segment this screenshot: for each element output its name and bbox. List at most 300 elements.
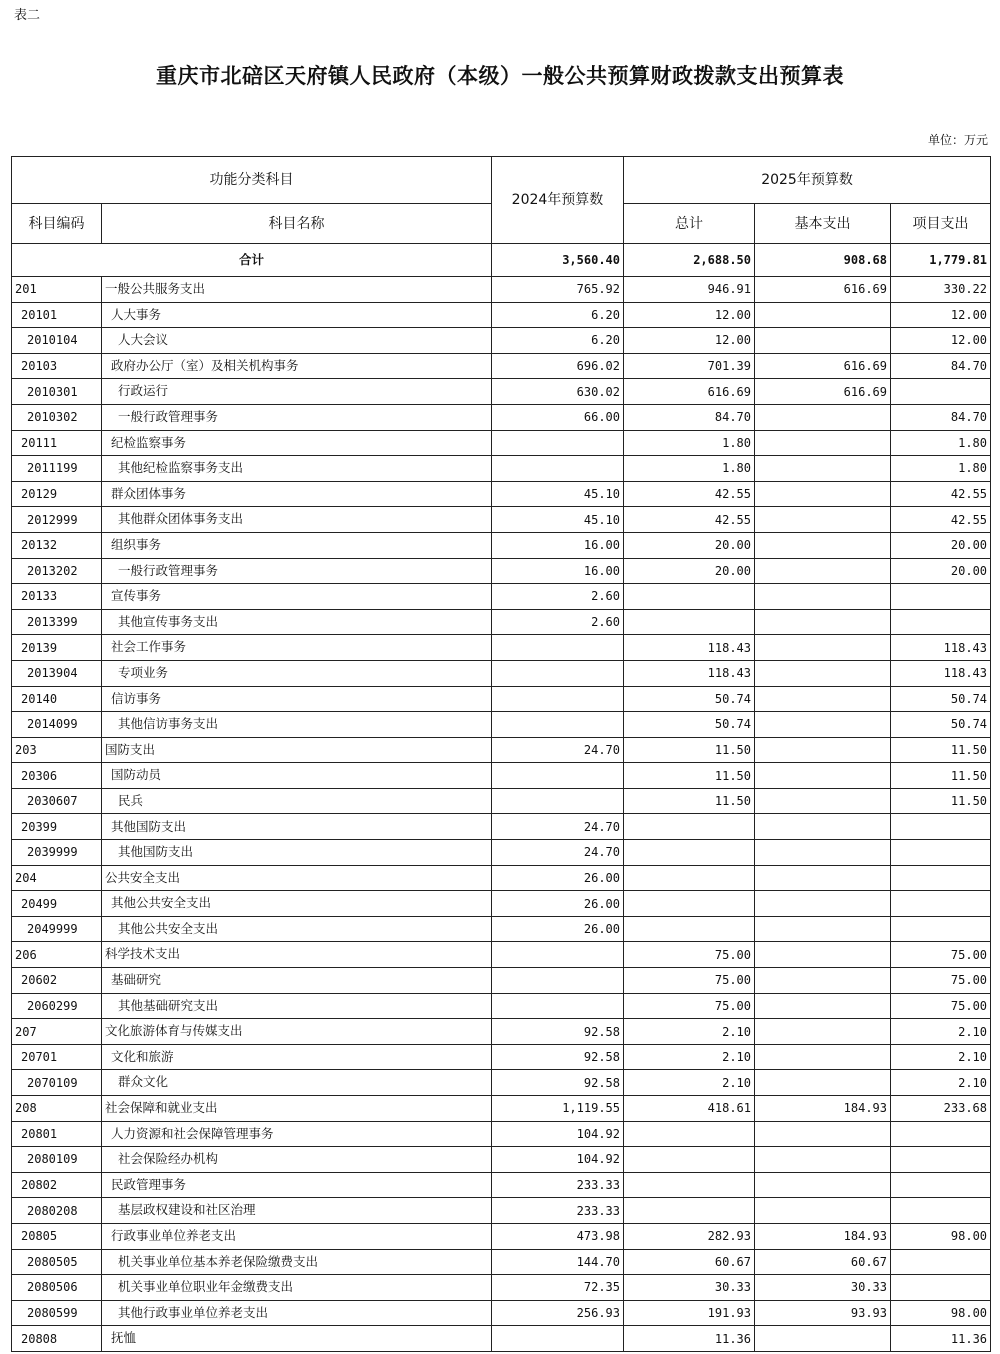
row-basic: 93.93 [755,1300,891,1326]
row-basic [755,737,891,763]
row-code: 2060299 [12,993,102,1019]
row-name: 其他纪检监察事务支出 [102,456,492,482]
row-project: 118.43 [891,660,991,686]
row-total [624,865,755,891]
row-name: 民兵 [102,788,492,814]
row-total: 946.91 [624,277,755,303]
row-basic [755,456,891,482]
row-basic [755,404,891,430]
row-b2024: 16.00 [492,532,624,558]
row-total: 20.00 [624,532,755,558]
row-project: 75.00 [891,968,991,994]
row-basic [755,507,891,533]
row-name: 人大事务 [102,302,492,328]
row-code: 20802 [12,1172,102,1198]
table-row [12,840,991,866]
row-basic: 616.69 [755,353,891,379]
table-row [12,328,991,354]
row-total: 30.33 [624,1275,755,1301]
row-code: 2013202 [12,558,102,584]
row-project: 2.10 [891,1044,991,1070]
row-b2024: 45.10 [492,481,624,507]
row-b2024: 24.70 [492,737,624,763]
row-basic [755,1121,891,1147]
row-code: 20808 [12,1326,102,1352]
row-name: 国防支出 [102,737,492,763]
row-code: 20499 [12,891,102,917]
row-b2024 [492,430,624,456]
row-code: 20701 [12,1044,102,1070]
table-row [12,1070,991,1096]
row-total: 1.80 [624,456,755,482]
row-basic [755,1198,891,1224]
row-name: 其他宣传事务支出 [102,609,492,635]
table-row [12,277,991,303]
row-code: 20132 [12,532,102,558]
row-basic [755,1044,891,1070]
row-project: 2.10 [891,1019,991,1045]
row-code: 201 [12,277,102,303]
row-basic [755,302,891,328]
row-code: 20111 [12,430,102,456]
row-project: 20.00 [891,558,991,584]
row-total: 12.00 [624,328,755,354]
row-name: 组织事务 [102,532,492,558]
table-row [12,1198,991,1224]
row-code: 2013399 [12,609,102,635]
row-total: 2.10 [624,1019,755,1045]
row-project [891,1172,991,1198]
table-row [12,763,991,789]
header-basic: 基本支出 [755,204,891,244]
row-total: 616.69 [624,379,755,405]
row-project [891,1275,991,1301]
table-row [12,430,991,456]
row-name: 信访事务 [102,686,492,712]
row-name: 社会保障和就业支出 [102,1096,492,1122]
row-code: 2012999 [12,507,102,533]
row-code: 20602 [12,968,102,994]
row-name: 一般行政管理事务 [102,404,492,430]
row-name: 基础研究 [102,968,492,994]
header-func-class: 功能分类科目 [12,157,492,204]
table-row [12,532,991,558]
row-basic [755,968,891,994]
row-project: 42.55 [891,481,991,507]
table-row [12,456,991,482]
row-total [624,1172,755,1198]
row-project [891,379,991,405]
row-name: 国防动员 [102,763,492,789]
row-project: 98.00 [891,1223,991,1249]
row-b2024 [492,686,624,712]
row-code: 20399 [12,814,102,840]
table-row [12,891,991,917]
row-name: 其他基础研究支出 [102,993,492,1019]
row-b2024 [492,660,624,686]
row-b2024: 24.70 [492,840,624,866]
row-total [624,1147,755,1173]
row-basic [755,712,891,738]
row-basic [755,430,891,456]
row-code: 206 [12,942,102,968]
row-code: 2080599 [12,1300,102,1326]
row-name: 其他公共安全支出 [102,891,492,917]
row-total [624,916,755,942]
row-project: 50.74 [891,686,991,712]
row-project: 84.70 [891,404,991,430]
row-name: 社会工作事务 [102,635,492,661]
row-total: 12.00 [624,302,755,328]
row-project [891,865,991,891]
table-row [12,1019,991,1045]
row-basic [755,763,891,789]
row-b2024: 256.93 [492,1300,624,1326]
row-code: 2070109 [12,1070,102,1096]
row-b2024: 16.00 [492,558,624,584]
total-label: 合计 [12,244,492,277]
row-b2024: 66.00 [492,404,624,430]
row-name: 专项业务 [102,660,492,686]
table-row [12,686,991,712]
row-code: 204 [12,865,102,891]
row-project: 98.00 [891,1300,991,1326]
row-b2024: 765.92 [492,277,624,303]
row-total: 75.00 [624,993,755,1019]
header-name: 科目名称 [102,204,492,244]
row-total: 11.50 [624,737,755,763]
row-basic: 184.93 [755,1223,891,1249]
row-b2024 [492,968,624,994]
row-total: 75.00 [624,942,755,968]
row-basic [755,788,891,814]
row-project [891,891,991,917]
table-row [12,1121,991,1147]
row-total: 42.55 [624,507,755,533]
row-total: 282.93 [624,1223,755,1249]
row-code: 2013904 [12,660,102,686]
row-b2024: 233.33 [492,1172,624,1198]
row-total [624,1198,755,1224]
table-row [12,404,991,430]
row-basic [755,865,891,891]
row-basic: 30.33 [755,1275,891,1301]
row-basic [755,993,891,1019]
table-row [12,481,991,507]
row-b2024 [492,635,624,661]
row-code: 20129 [12,481,102,507]
row-name: 其他国防支出 [102,814,492,840]
table-row [12,916,991,942]
row-project [891,609,991,635]
row-basic [755,328,891,354]
row-project: 50.74 [891,712,991,738]
row-total: 11.50 [624,788,755,814]
row-basic: 616.69 [755,379,891,405]
row-name: 群众文化 [102,1070,492,1096]
row-project [891,1147,991,1173]
row-name: 宣传事务 [102,584,492,610]
table-row [12,584,991,610]
row-code: 2039999 [12,840,102,866]
table-row [12,635,991,661]
row-name: 人大会议 [102,328,492,354]
row-name: 民政管理事务 [102,1172,492,1198]
row-basic [755,942,891,968]
row-code: 2014099 [12,712,102,738]
row-name: 文化和旅游 [102,1044,492,1070]
row-name: 一般公共服务支出 [102,277,492,303]
row-name: 其他国防支出 [102,840,492,866]
table-row [12,993,991,1019]
table-row [12,558,991,584]
row-name: 机关事业单位职业年金缴费支出 [102,1275,492,1301]
row-basic [755,840,891,866]
row-name: 其他群众团体事务支出 [102,507,492,533]
row-b2024 [492,712,624,738]
row-b2024: 6.20 [492,302,624,328]
table-row [12,1172,991,1198]
table-row [12,1044,991,1070]
row-basic [755,891,891,917]
row-total [624,814,755,840]
table-row [12,814,991,840]
row-project: 11.50 [891,788,991,814]
row-basic [755,558,891,584]
row-total: 1.80 [624,430,755,456]
row-total: 418.61 [624,1096,755,1122]
row-code: 20306 [12,763,102,789]
header-budget-2025: 2025年预算数 [624,157,991,204]
unit-label: 单位：万元 [927,133,988,147]
row-b2024: 92.58 [492,1070,624,1096]
row-code: 2030607 [12,788,102,814]
row-code: 20101 [12,302,102,328]
row-project: 233.68 [891,1096,991,1122]
row-name: 人力资源和社会保障管理事务 [102,1121,492,1147]
row-basic [755,686,891,712]
row-b2024 [492,788,624,814]
row-project: 75.00 [891,993,991,1019]
row-basic: 60.67 [755,1249,891,1275]
row-code: 2011199 [12,456,102,482]
row-basic [755,1326,891,1352]
row-code: 20801 [12,1121,102,1147]
row-basic [755,609,891,635]
row-basic [755,532,891,558]
row-b2024: 72.35 [492,1275,624,1301]
table-row [12,660,991,686]
row-name: 公共安全支出 [102,865,492,891]
row-total [624,840,755,866]
row-b2024: 92.58 [492,1019,624,1045]
row-name: 其他行政事业单位养老支出 [102,1300,492,1326]
row-project [891,584,991,610]
table-row [12,1249,991,1275]
table-row [12,379,991,405]
row-code: 20139 [12,635,102,661]
table-row [12,1096,991,1122]
row-basic [755,660,891,686]
row-b2024 [492,993,624,1019]
row-name: 社会保险经办机构 [102,1147,492,1173]
row-total: 2.10 [624,1044,755,1070]
row-code: 203 [12,737,102,763]
row-project: 42.55 [891,507,991,533]
row-total [624,609,755,635]
row-b2024: 6.20 [492,328,624,354]
row-b2024: 233.33 [492,1198,624,1224]
row-total [624,1121,755,1147]
row-project: 75.00 [891,942,991,968]
row-name: 机关事业单位基本养老保险缴费支出 [102,1249,492,1275]
row-project: 1.80 [891,430,991,456]
row-name: 抚恤 [102,1326,492,1352]
row-b2024: 473.98 [492,1223,624,1249]
row-basic [755,1070,891,1096]
header-total: 总计 [624,204,755,244]
row-code: 20140 [12,686,102,712]
row-basic [755,1172,891,1198]
row-total: 118.43 [624,635,755,661]
table-row [12,609,991,635]
row-b2024: 26.00 [492,916,624,942]
row-project: 84.70 [891,353,991,379]
row-code: 2080506 [12,1275,102,1301]
row-basic: 616.69 [755,277,891,303]
row-code: 208 [12,1096,102,1122]
row-b2024: 104.92 [492,1147,624,1173]
row-basic [755,916,891,942]
table-row [12,507,991,533]
table-row [12,1275,991,1301]
table-row [12,788,991,814]
row-total: 50.74 [624,712,755,738]
table-row [12,1300,991,1326]
total-project: 1,779.81 [891,244,991,277]
row-project [891,1198,991,1224]
row-project: 20.00 [891,532,991,558]
row-name: 行政运行 [102,379,492,405]
row-project: 118.43 [891,635,991,661]
row-total: 2.10 [624,1070,755,1096]
row-name: 基层政权建设和社区治理 [102,1198,492,1224]
row-name: 纪检监察事务 [102,430,492,456]
row-project: 2.10 [891,1070,991,1096]
header-budget-2024: 2024年预算数 [492,157,624,244]
row-code: 20133 [12,584,102,610]
row-code: 20103 [12,353,102,379]
total-b2024: 3,560.40 [492,244,624,277]
row-basic [755,584,891,610]
row-total: 60.67 [624,1249,755,1275]
header-project: 项目支出 [891,204,991,244]
row-basic [755,481,891,507]
row-b2024: 1,119.55 [492,1096,624,1122]
header-code: 科目编码 [12,204,102,244]
row-code: 2080505 [12,1249,102,1275]
table-row [12,968,991,994]
page-title: 重庆市北碚区天府镇人民政府（本级）一般公共预算财政拨款支出预算表 [156,63,844,88]
row-b2024 [492,1326,624,1352]
total-row [12,244,991,277]
row-name: 行政事业单位养老支出 [102,1223,492,1249]
row-total: 50.74 [624,686,755,712]
row-b2024 [492,763,624,789]
budget-table [11,156,991,1352]
row-name: 科学技术支出 [102,942,492,968]
row-code: 207 [12,1019,102,1045]
row-code: 2010104 [12,328,102,354]
row-code: 2010301 [12,379,102,405]
row-b2024: 45.10 [492,507,624,533]
row-b2024 [492,942,624,968]
row-b2024: 24.70 [492,814,624,840]
row-project: 11.50 [891,763,991,789]
row-project: 330.22 [891,277,991,303]
row-project: 12.00 [891,328,991,354]
row-b2024 [492,456,624,482]
row-total: 118.43 [624,660,755,686]
row-b2024: 2.60 [492,584,624,610]
row-b2024: 144.70 [492,1249,624,1275]
row-total: 701.39 [624,353,755,379]
row-total: 42.55 [624,481,755,507]
row-total: 84.70 [624,404,755,430]
row-project [891,1249,991,1275]
row-name: 群众团体事务 [102,481,492,507]
row-total [624,584,755,610]
row-total [624,891,755,917]
table-row [12,1147,991,1173]
row-code: 2080109 [12,1147,102,1173]
row-b2024: 696.02 [492,353,624,379]
row-b2024: 104.92 [492,1121,624,1147]
row-total: 11.50 [624,763,755,789]
row-code: 20805 [12,1223,102,1249]
row-total: 20.00 [624,558,755,584]
row-project: 11.50 [891,737,991,763]
row-project [891,1121,991,1147]
row-name: 政府办公厅（室）及相关机构事务 [102,353,492,379]
row-name: 其他信访事务支出 [102,712,492,738]
row-name: 文化旅游体育与传媒支出 [102,1019,492,1045]
row-total: 75.00 [624,968,755,994]
row-basic [755,1019,891,1045]
row-code: 2010302 [12,404,102,430]
row-basic [755,814,891,840]
header-row-1 [12,157,991,204]
row-project [891,814,991,840]
row-project: 12.00 [891,302,991,328]
table-row [12,353,991,379]
table-row [12,712,991,738]
row-code: 2049999 [12,916,102,942]
row-project: 11.36 [891,1326,991,1352]
table-row [12,302,991,328]
row-b2024: 630.02 [492,379,624,405]
table-row [12,1223,991,1249]
row-name: 其他公共安全支出 [102,916,492,942]
row-name: 一般行政管理事务 [102,558,492,584]
row-b2024: 92.58 [492,1044,624,1070]
row-code: 2080208 [12,1198,102,1224]
row-b2024: 26.00 [492,865,624,891]
row-project: 1.80 [891,456,991,482]
table-row [12,942,991,968]
row-total: 191.93 [624,1300,755,1326]
table-row [12,1326,991,1352]
